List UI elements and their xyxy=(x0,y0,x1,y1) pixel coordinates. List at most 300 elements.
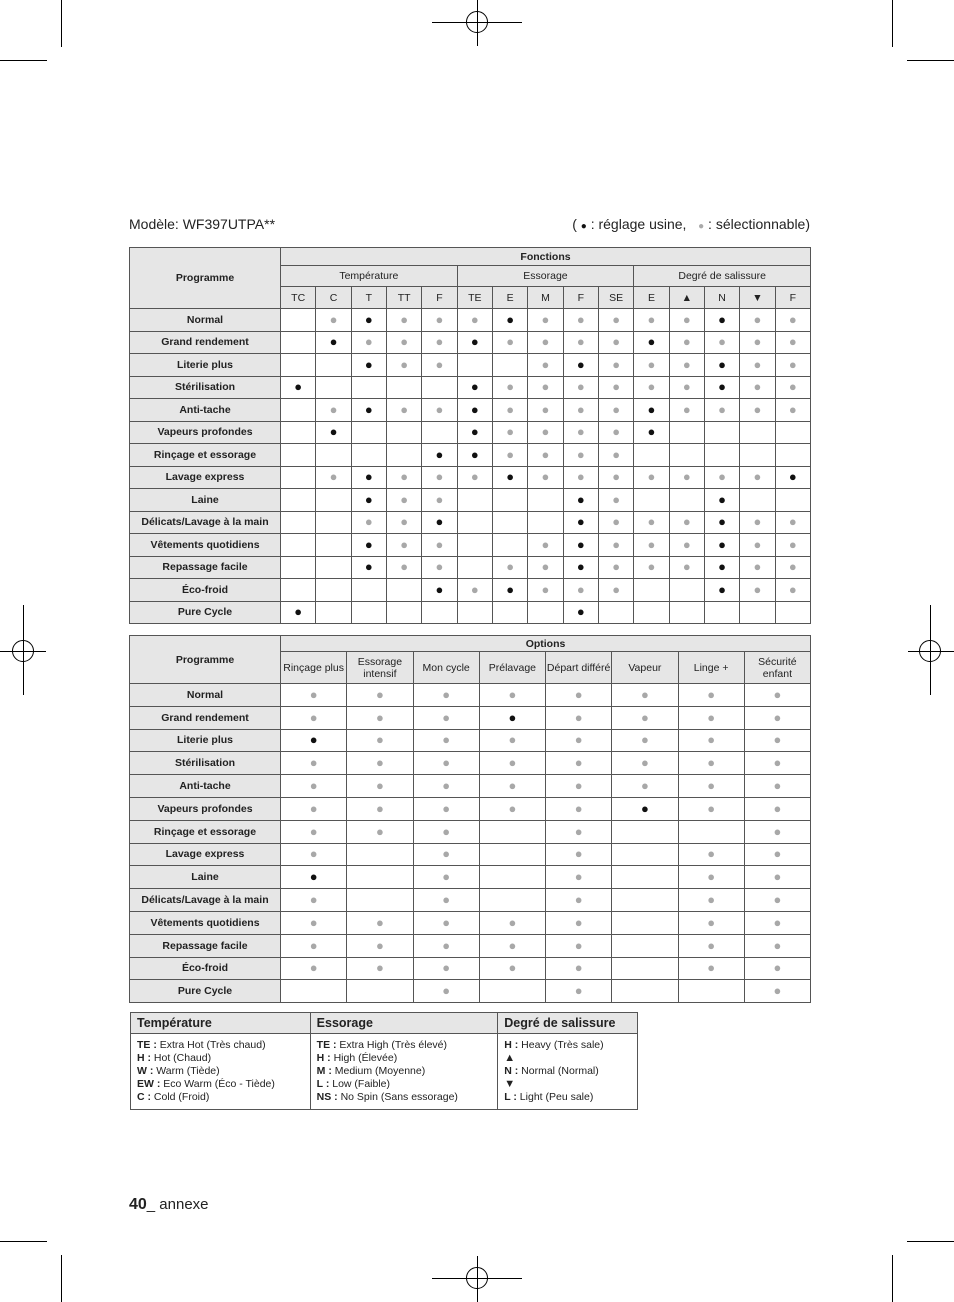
selectable-dot-icon: ● xyxy=(375,800,384,816)
availability-cell xyxy=(634,511,669,534)
legend-code: H : xyxy=(137,1052,151,1064)
availability-cell xyxy=(528,444,563,467)
availability-cell xyxy=(347,843,413,866)
selectable-dot-icon: ● xyxy=(442,960,451,976)
availability-cell xyxy=(457,466,492,489)
availability-cell xyxy=(479,889,545,912)
selectable-dot-icon: ● xyxy=(329,311,338,327)
availability-cell xyxy=(422,376,457,399)
column-header: TT xyxy=(386,287,421,309)
programme-name: Stérilisation xyxy=(130,752,281,775)
legend-description: Hot (Chaud) xyxy=(151,1052,212,1064)
availability-cell xyxy=(422,511,457,534)
programme-name: Éco-froid xyxy=(130,957,281,980)
factory-setting-dot-icon: ● xyxy=(364,356,373,372)
selectable-dot-icon: ● xyxy=(375,709,384,725)
availability-cell xyxy=(634,556,669,579)
legend-entry xyxy=(137,1052,304,1065)
availability-cell xyxy=(316,354,351,377)
legend-open: ( xyxy=(572,216,581,232)
availability-cell xyxy=(386,579,421,602)
availability-cell xyxy=(598,309,633,332)
availability-cell xyxy=(457,601,492,624)
programme-name: Normal xyxy=(130,309,281,332)
selectable-dot-icon: ● xyxy=(400,311,409,327)
availability-cell xyxy=(413,684,479,707)
availability-cell xyxy=(281,775,347,798)
column-header: E xyxy=(492,287,527,309)
legend-description: No Spin (Sans essorage) xyxy=(337,1091,458,1103)
selectable-dot-icon: ● xyxy=(612,356,621,372)
legend-entry xyxy=(504,1039,631,1052)
programme-name: Vapeurs profondes xyxy=(130,797,281,820)
availability-cell xyxy=(351,511,386,534)
selectable-dot-icon: ● xyxy=(541,356,550,372)
legend-spin-title: Essorage xyxy=(310,1013,498,1034)
availability-cell xyxy=(546,889,612,912)
spin-subgroup: Essorage xyxy=(457,266,634,287)
selectable-dot-icon: ● xyxy=(718,334,727,350)
availability-cell xyxy=(351,309,386,332)
availability-cell xyxy=(457,309,492,332)
factory-setting-dot-icon: ● xyxy=(647,401,656,417)
selectable-dot-icon: ● xyxy=(506,401,515,417)
legend-description: Extra Hot (Très chaud) xyxy=(156,1039,266,1051)
selectable-dot-icon: ● xyxy=(435,334,444,350)
page-number: 40 xyxy=(129,1196,147,1213)
availability-cell xyxy=(740,511,775,534)
legend-code: TE : xyxy=(316,1039,337,1051)
selectable-dot-icon: ● xyxy=(574,914,583,930)
availability-cell xyxy=(457,444,492,467)
selectable-dot-icon: ● xyxy=(508,686,517,702)
legend-entry xyxy=(504,1065,631,1078)
selectable-dot-icon: ● xyxy=(508,778,517,794)
availability-cell xyxy=(598,579,633,602)
selectable-dot-icon: ● xyxy=(435,311,444,327)
registration-line xyxy=(908,651,954,652)
availability-cell xyxy=(704,556,739,579)
selectable-dot-icon: ● xyxy=(442,686,451,702)
availability-cell xyxy=(281,421,316,444)
programme-row-sterilisation xyxy=(130,376,811,399)
selectable-dot-icon: ● xyxy=(753,469,762,485)
programme-row-sterilisation xyxy=(130,752,811,775)
programme-name: Anti-tache xyxy=(130,775,281,798)
selectable-dot-icon: ● xyxy=(612,559,621,575)
availability-cell xyxy=(386,399,421,422)
factory-setting-dot-icon: ● xyxy=(364,401,373,417)
factory-setting-dot-icon: ● xyxy=(718,379,727,395)
availability-cell xyxy=(775,309,810,332)
availability-cell xyxy=(563,399,598,422)
availability-cell xyxy=(457,354,492,377)
selectable-dot-icon: ● xyxy=(773,800,782,816)
availability-cell xyxy=(612,934,678,957)
availability-cell xyxy=(744,911,810,934)
selectable-dot-icon: ● xyxy=(541,311,550,327)
availability-cell xyxy=(678,729,744,752)
availability-cell xyxy=(281,444,316,467)
availability-cell xyxy=(598,466,633,489)
soil-arrow-icon: ▼ xyxy=(504,1078,516,1090)
programme-name: Laine xyxy=(130,489,281,512)
factory-setting-dot-icon: ● xyxy=(435,514,444,530)
availability-cell xyxy=(492,579,527,602)
programme-row-normal xyxy=(130,309,811,332)
selectable-dot-icon: ● xyxy=(400,469,409,485)
availability-cell xyxy=(413,797,479,820)
legend-code: C : xyxy=(137,1091,151,1103)
programme-row-laine xyxy=(130,866,811,889)
programme-header: Programme xyxy=(130,636,281,684)
availability-cell xyxy=(492,534,527,557)
selectable-dot-icon: ● xyxy=(442,800,451,816)
legend-code: W : xyxy=(137,1065,154,1077)
factory-setting-dot-icon: ● xyxy=(364,491,373,507)
selectable-dot-icon: ● xyxy=(707,960,716,976)
availability-cell xyxy=(347,752,413,775)
availability-cell xyxy=(612,752,678,775)
selectable-dot-icon: ● xyxy=(773,846,782,862)
selectable-dot-icon: ● xyxy=(753,311,762,327)
availability-cell xyxy=(612,957,678,980)
availability-cell xyxy=(634,466,669,489)
availability-cell xyxy=(612,775,678,798)
availability-cell xyxy=(563,511,598,534)
availability-cell xyxy=(281,820,347,843)
selectable-dot-icon: ● xyxy=(309,755,318,771)
registration-line xyxy=(477,1256,478,1302)
availability-cell xyxy=(528,579,563,602)
availability-cell xyxy=(634,489,669,512)
availability-cell xyxy=(744,729,810,752)
availability-cell xyxy=(281,706,347,729)
legend-spin-list xyxy=(310,1034,498,1110)
availability-cell xyxy=(479,752,545,775)
selectable-dot-icon: ● xyxy=(773,937,782,953)
availability-cell xyxy=(669,556,704,579)
programme-row-vapeurs-profondes xyxy=(130,421,811,444)
legend-entry xyxy=(317,1039,492,1052)
selectable-dot-icon: ● xyxy=(364,334,373,350)
availability-cell xyxy=(281,752,347,775)
column-header: Sécurité enfant xyxy=(744,652,810,684)
availability-cell xyxy=(563,331,598,354)
availability-cell xyxy=(775,601,810,624)
legend-description: Low (Faible) xyxy=(329,1078,391,1090)
selectable-dot-icon: ● xyxy=(753,334,762,350)
availability-cell xyxy=(422,534,457,557)
column-header: F xyxy=(422,287,457,309)
availability-cell xyxy=(492,309,527,332)
factory-setting-dot-icon: ● xyxy=(294,379,303,395)
availability-cell xyxy=(678,889,744,912)
availability-cell xyxy=(351,579,386,602)
selectable-dot-icon: ● xyxy=(612,334,621,350)
selectable-dot-icon: ● xyxy=(640,732,649,748)
selectable-dot-icon: ● xyxy=(375,686,384,702)
selectable-dot-icon: ● xyxy=(309,800,318,816)
selectable-dot-icon: ● xyxy=(682,536,691,552)
availability-cell xyxy=(744,684,810,707)
selectable-dot-icon: ● xyxy=(309,686,318,702)
availability-cell xyxy=(740,421,775,444)
availability-cell xyxy=(281,331,316,354)
availability-cell xyxy=(612,843,678,866)
availability-cell xyxy=(634,376,669,399)
programme-row-anti-tache xyxy=(130,775,811,798)
factory-setting-dot-icon: ● xyxy=(647,424,656,440)
availability-cell xyxy=(612,866,678,889)
availability-cell xyxy=(744,752,810,775)
selectable-dot-icon: ● xyxy=(541,334,550,350)
availability-cell xyxy=(704,601,739,624)
factory-setting-dot-icon: ● xyxy=(470,446,479,462)
factory-setting-dot-icon: ● xyxy=(435,446,444,462)
selectable-dot-icon: ● xyxy=(541,446,550,462)
availability-cell xyxy=(457,331,492,354)
selectable-dot-icon: ● xyxy=(788,356,797,372)
legend-code: H : xyxy=(504,1039,519,1051)
availability-cell xyxy=(775,579,810,602)
availability-cell xyxy=(598,511,633,534)
selectable-dot-icon: ● xyxy=(329,401,338,417)
selectable-dot-icon: ● xyxy=(682,514,691,530)
availability-cell xyxy=(678,820,744,843)
selectable-dot-icon: ● xyxy=(435,491,444,507)
selectable-dot-icon: ● xyxy=(753,581,762,597)
availability-cell xyxy=(528,489,563,512)
selectable-dot-icon: ● xyxy=(788,559,797,575)
selectable-dot-icon: ● xyxy=(375,960,384,976)
availability-cell xyxy=(563,444,598,467)
availability-cell xyxy=(281,399,316,422)
programme-name: Pure Cycle xyxy=(130,980,281,1003)
selectable-dot-icon: ● xyxy=(470,311,479,327)
column-header: Départ différé xyxy=(546,652,612,684)
selectable-dot-icon: ● xyxy=(773,869,782,885)
selectable-dot-icon: ● xyxy=(773,778,782,794)
column-header: F xyxy=(775,287,810,309)
selectable-dot-icon: ● xyxy=(442,732,451,748)
selectable-dot-icon: ● xyxy=(576,334,585,350)
availability-cell xyxy=(492,489,527,512)
availability-cell xyxy=(316,466,351,489)
selectable-dot-icon: ● xyxy=(682,469,691,485)
selectable-dot-icon: ● xyxy=(707,846,716,862)
factory-setting-dot-icon: ● xyxy=(576,514,585,530)
factory-setting-dot-icon: ● xyxy=(506,469,515,485)
availability-cell xyxy=(422,421,457,444)
availability-cell xyxy=(744,866,810,889)
selectable-dot-icon: ● xyxy=(400,334,409,350)
column-header: C xyxy=(316,287,351,309)
crop-mark xyxy=(907,60,954,61)
availability-cell xyxy=(744,889,810,912)
selectable-dot-icon: ● xyxy=(442,823,451,839)
availability-cell xyxy=(351,601,386,624)
selectable-dot-icon: ● xyxy=(574,686,583,702)
legend-code: TE : xyxy=(137,1039,157,1051)
availability-cell xyxy=(740,331,775,354)
availability-cell xyxy=(492,354,527,377)
availability-cell xyxy=(678,684,744,707)
selectable-dot-icon: ● xyxy=(640,778,649,794)
factory-setting-dot-icon: ● xyxy=(718,356,727,372)
availability-cell xyxy=(598,534,633,557)
selectable-dot-icon: ● xyxy=(508,960,517,976)
factory-setting-dot-icon: ● xyxy=(364,469,373,485)
soil-arrow-icon: ▲ xyxy=(504,1052,516,1064)
availability-cell xyxy=(740,354,775,377)
availability-cell xyxy=(744,980,810,1003)
availability-cell xyxy=(351,399,386,422)
selectable-dot-icon: ● xyxy=(647,356,656,372)
registration-line xyxy=(930,605,931,695)
availability-cell xyxy=(678,843,744,866)
availability-cell xyxy=(528,421,563,444)
factory-setting-dot-icon: ● xyxy=(576,491,585,507)
availability-cell xyxy=(528,556,563,579)
selectable-dot-icon: ● xyxy=(612,514,621,530)
availability-cell xyxy=(744,820,810,843)
availability-cell xyxy=(386,309,421,332)
availability-cell xyxy=(669,579,704,602)
selectable-dot-icon: ● xyxy=(647,559,656,575)
availability-cell xyxy=(563,601,598,624)
programme-row-delicats-lavage-a-la-main xyxy=(130,889,811,912)
availability-cell xyxy=(316,511,351,534)
availability-cell xyxy=(546,980,612,1003)
availability-cell xyxy=(563,534,598,557)
availability-cell xyxy=(563,579,598,602)
programme-row-lavage-express xyxy=(130,466,811,489)
selectable-dot-icon: ● xyxy=(508,914,517,930)
programme-name: Éco-froid xyxy=(130,579,281,602)
availability-cell xyxy=(669,511,704,534)
legend-entry xyxy=(504,1091,631,1104)
availability-cell xyxy=(479,797,545,820)
availability-cell xyxy=(678,934,744,957)
availability-cell xyxy=(775,489,810,512)
availability-cell xyxy=(669,421,704,444)
programme-name: Grand rendement xyxy=(130,331,281,354)
options-group-header: Options xyxy=(281,636,811,652)
selectable-dot-icon: ● xyxy=(435,536,444,552)
availability-cell xyxy=(316,556,351,579)
availability-cell xyxy=(612,729,678,752)
availability-cell xyxy=(563,354,598,377)
availability-cell xyxy=(678,980,744,1003)
availability-cell xyxy=(678,866,744,889)
selectable-dot-icon: ● xyxy=(508,800,517,816)
programme-name: Rinçage et essorage xyxy=(130,444,281,467)
availability-cell xyxy=(351,331,386,354)
selectable-dot-icon: ● xyxy=(574,800,583,816)
availability-cell xyxy=(704,376,739,399)
selectable-dot-icon: ● xyxy=(707,937,716,953)
selectable-dot-icon: ● xyxy=(442,869,451,885)
selectable-dot-icon: ● xyxy=(541,424,550,440)
availability-cell xyxy=(612,911,678,934)
availability-cell xyxy=(386,331,421,354)
availability-cell xyxy=(413,980,479,1003)
factory-setting-dot-icon: ● xyxy=(329,424,338,440)
column-header: ▲ xyxy=(669,287,704,309)
availability-cell xyxy=(775,534,810,557)
legend-code: H : xyxy=(316,1052,331,1064)
selectable-dot-icon: ● xyxy=(435,469,444,485)
selectable-dot-icon: ● xyxy=(788,311,797,327)
selectable-dot-icon: ● xyxy=(773,960,782,976)
availability-cell xyxy=(546,820,612,843)
selectable-dot-icon: ● xyxy=(375,937,384,953)
selectable-dot-icon: ● xyxy=(309,823,318,839)
availability-cell xyxy=(546,934,612,957)
legend-entry xyxy=(317,1091,492,1104)
temperature-subgroup: Température xyxy=(281,266,458,287)
availability-cell xyxy=(740,444,775,467)
availability-cell xyxy=(316,399,351,422)
availability-cell xyxy=(546,866,612,889)
availability-cell xyxy=(744,934,810,957)
selectable-dot-icon: ● xyxy=(612,469,621,485)
selectable-dot-icon: ● xyxy=(329,469,338,485)
factory-setting-dot-icon: ● xyxy=(576,559,585,575)
programme-row-pure-cycle xyxy=(130,601,811,624)
programme-row-vetements-quotidiens xyxy=(130,911,811,934)
availability-cell xyxy=(347,797,413,820)
selectable-dot-icon: ● xyxy=(442,778,451,794)
selectable-dot-icon: ● xyxy=(400,356,409,372)
crop-mark xyxy=(0,1241,47,1242)
selectable-dot-icon: ● xyxy=(753,379,762,395)
programme-row-anti-tache xyxy=(130,399,811,422)
factory-setting-dot-icon: ● xyxy=(718,536,727,552)
availability-cell xyxy=(634,534,669,557)
availability-cell xyxy=(316,579,351,602)
selectable-dot-icon: ● xyxy=(753,401,762,417)
availability-cell xyxy=(634,444,669,467)
selectable-dot-icon: ● xyxy=(576,401,585,417)
selectable-dot-icon: ● xyxy=(309,846,318,862)
availability-cell xyxy=(528,376,563,399)
functions-table xyxy=(129,247,811,624)
availability-cell xyxy=(612,820,678,843)
availability-cell xyxy=(457,399,492,422)
registration-line xyxy=(23,605,24,695)
selectable-dot-icon: ● xyxy=(541,581,550,597)
legend-code: M : xyxy=(316,1065,332,1077)
availability-cell xyxy=(351,556,386,579)
availability-cell xyxy=(457,489,492,512)
factory-setting-dot-icon: ● xyxy=(309,869,318,885)
factory-setting-dot-icon: ● xyxy=(718,491,727,507)
selectable-dot-icon: ● xyxy=(400,559,409,575)
availability-cell xyxy=(413,911,479,934)
factory-setting-dot-icon: ● xyxy=(788,469,797,485)
availability-cell xyxy=(612,797,678,820)
selectable-dot-icon: ● xyxy=(707,800,716,816)
column-header: Prélavage xyxy=(479,652,545,684)
availability-cell xyxy=(413,752,479,775)
selectable-dot-icon: ● xyxy=(574,846,583,862)
availability-cell xyxy=(281,889,347,912)
selectable-dot-icon: ● xyxy=(574,983,583,999)
availability-cell xyxy=(634,579,669,602)
crop-mark xyxy=(907,1241,954,1242)
